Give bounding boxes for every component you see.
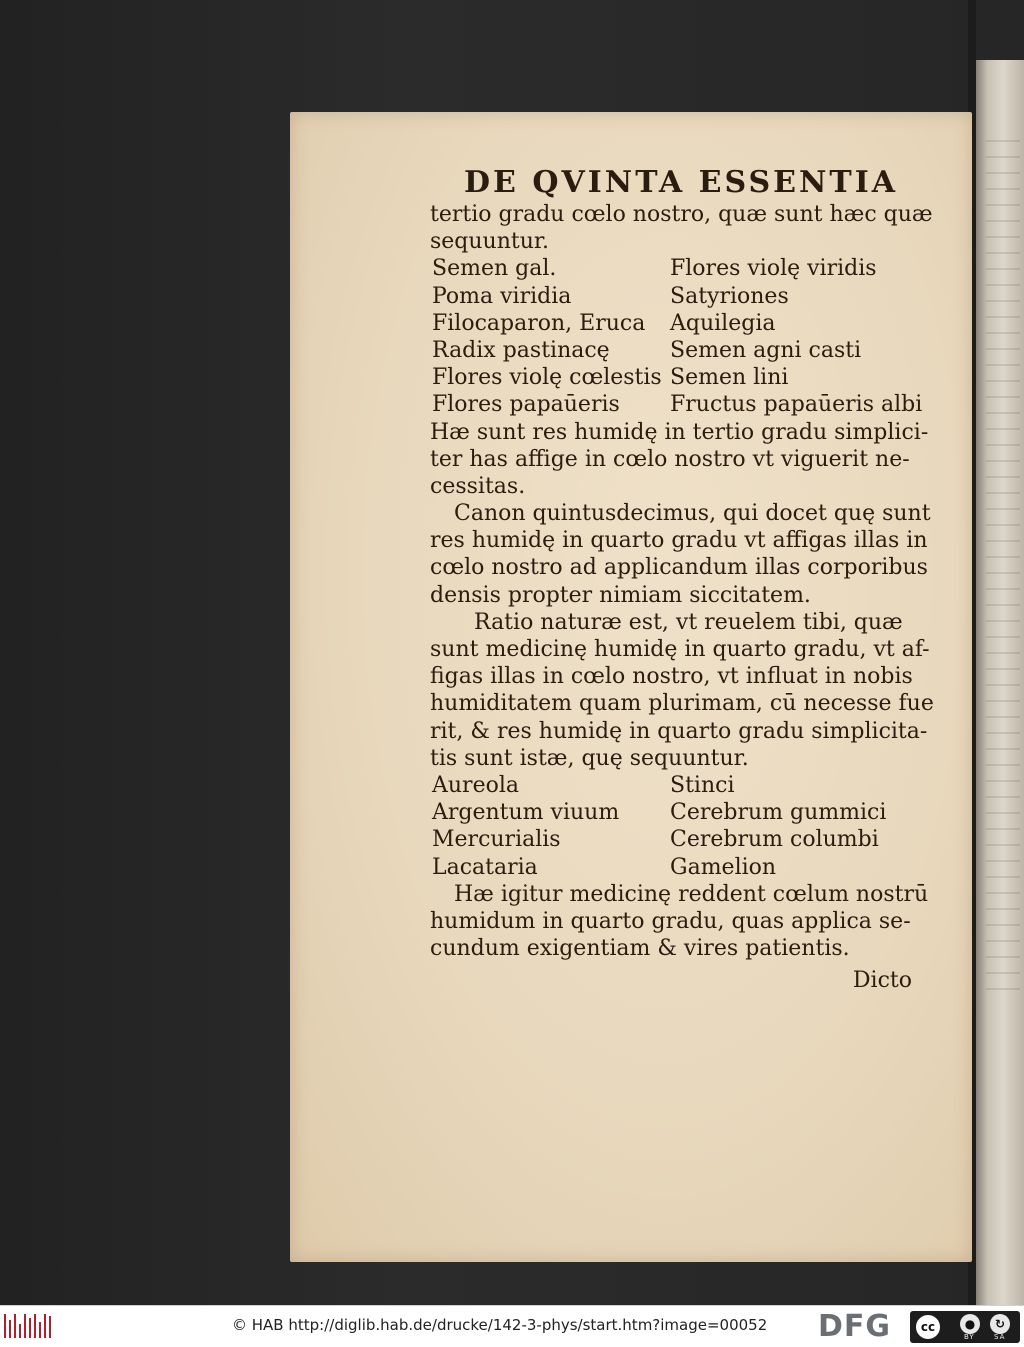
text-line: densis propter nimiam siccitatem.: [430, 582, 811, 608]
text-line: Hæ sunt res humidę in tertio gradu simplici-: [430, 419, 929, 445]
table-cell: Argentum viuum: [432, 800, 620, 826]
text-line: ter has affige in cœlo nostro vt viguerit ne-: [430, 446, 910, 472]
table-cell: Gamelion: [670, 854, 777, 880]
table-row: [430, 310, 920, 337]
running-head: DE QVINTA ESSENTIA: [464, 165, 899, 200]
catchword: Dicto: [852, 968, 912, 994]
table-cell: Radix pastinacę: [432, 337, 610, 363]
dfg-logo-icon[interactable]: DFG: [818, 1309, 892, 1344]
table-cell: Semen lini: [670, 365, 789, 391]
table-row: [430, 826, 920, 853]
hab-logo-icon[interactable]: [4, 1314, 51, 1338]
text-line: res humidę in quarto gradu vt affigas illas in: [430, 528, 928, 554]
text-line: tis sunt istæ, quę sequuntur.: [430, 745, 749, 771]
adjacent-page-text-shadow: [986, 140, 1020, 1000]
text-line: cessitas.: [430, 473, 526, 499]
table-cell: Flores violę viridis: [670, 256, 877, 282]
text-line: Canon quintusdecimus, qui docet quę sunt: [454, 501, 931, 527]
table-row: [430, 391, 923, 418]
table-cell: Cerebrum columbi: [670, 827, 879, 853]
ingredient-table-1: [430, 255, 923, 418]
table-cell: Flores violę cœlestis: [432, 365, 662, 391]
table-cell: Semen agni casti: [670, 337, 862, 363]
text-line: Hæ igitur medicinę reddent cœlum nostrū: [454, 881, 929, 907]
text-line: cœlo nostro ad applicandum illas corporibus: [430, 555, 928, 581]
table-row: [430, 854, 920, 881]
table-row: [430, 337, 920, 364]
text-line: sunt medicinę humidę in quarto gradu, vt af-: [430, 637, 930, 662]
table-row: [430, 772, 920, 799]
by-label: BY: [964, 1333, 975, 1341]
text-line: Ratio naturæ est, vt reuelem tibi, quæ: [474, 609, 903, 635]
table-row: [430, 255, 920, 282]
text-line: humiditatem quam plurimam, cū necesse fue: [430, 691, 934, 717]
cc-icon: cc: [914, 1313, 942, 1341]
text-line: tertio gradu cœlo nostro, quæ sunt hæc quæ: [430, 202, 933, 227]
table-cell: Aquilegia: [670, 310, 776, 336]
viewer-footer: [0, 1305, 1024, 1347]
by-attribution-icon: ●: [960, 1314, 980, 1334]
text-line: sequuntur.: [430, 229, 550, 255]
table-cell: Aureola: [432, 772, 519, 798]
table-cell: Mercurialis: [432, 827, 561, 853]
sa-label: SA: [994, 1333, 1006, 1341]
table-cell: Filocaparon, Eruca: [432, 310, 646, 336]
table-cell: Fructus papaūeris albi: [670, 392, 923, 418]
table-row: [430, 799, 920, 826]
table-cell: Lacataria: [432, 854, 538, 880]
table-cell: Semen gal.: [432, 256, 557, 282]
table-row: [430, 364, 920, 391]
table-cell: Flores papaūeris: [432, 392, 620, 418]
ingredient-table-2: [430, 772, 920, 881]
table-cell: Cerebrum gummici: [670, 800, 887, 826]
text-line: figas illas in cœlo nostro, vt influat in nobis: [430, 664, 913, 690]
text-line: rit, & res humidę in quarto gradu simplicita-: [430, 718, 928, 744]
share-alike-icon: ↻: [990, 1314, 1010, 1334]
table-row: [430, 283, 920, 310]
table-cell: Satyriones: [670, 283, 789, 309]
text-line: cundum exigentiam & vires patientis.: [430, 936, 850, 962]
source-credit-link[interactable]: © HAB http://diglib.hab.de/drucke/142-3-phys/start.htm?image=00052: [232, 1316, 768, 1334]
cc-by-sa-icon[interactable]: [910, 1311, 1020, 1343]
page-text-block: [430, 165, 934, 996]
table-cell: Poma viridia: [432, 283, 572, 309]
table-cell: Stinci: [670, 772, 735, 798]
text-line: humidum in quarto gradu, quas applica se-: [430, 908, 911, 934]
